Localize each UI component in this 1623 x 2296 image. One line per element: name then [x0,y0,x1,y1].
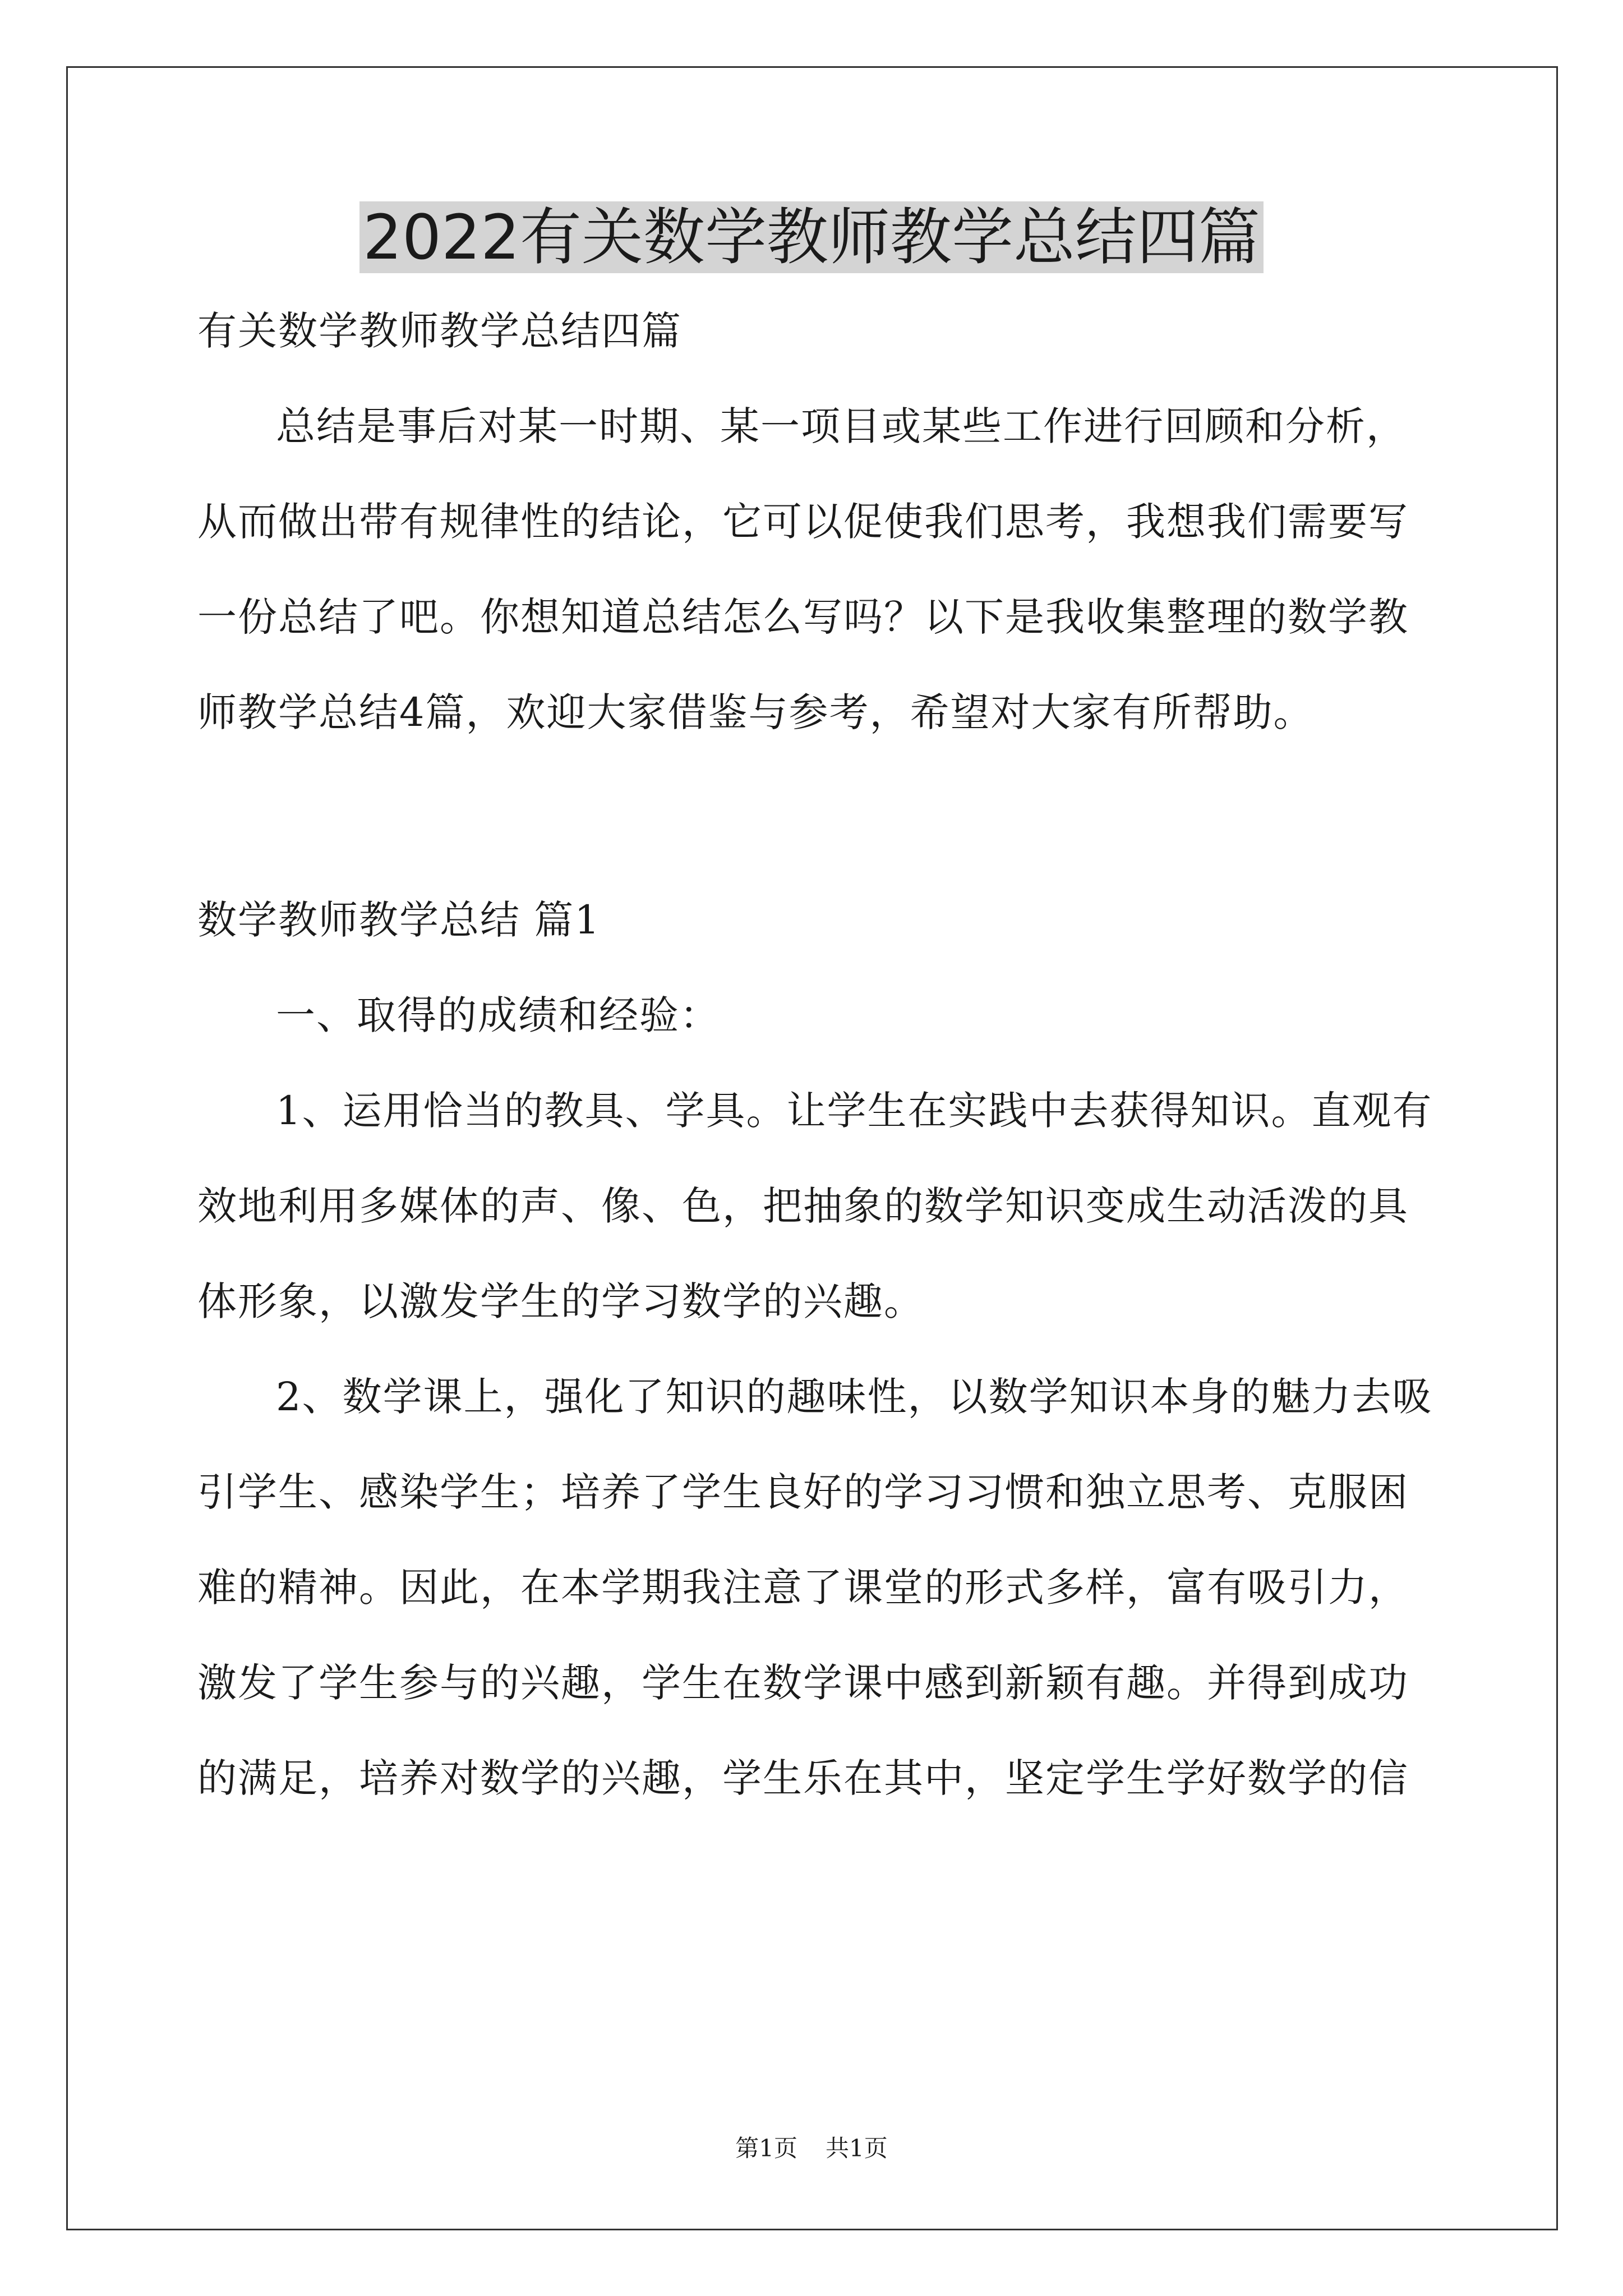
document-title-text: 2022有关数学教师教学总结四篇 [359,201,1264,273]
point2-line: 激发了学生参与的兴趣，学生在数学课中感到新颖有趣。并得到成功 [197,1660,1409,1706]
document-title [0,195,1623,279]
point1-paragraph [197,1083,1431,1329]
point-heading: 一、取得的成绩和经验： [276,992,720,1038]
point2-line: 难的精神。因此，在本学期我注意了课堂的形式多样，富有吸引力， [197,1565,1409,1611]
point2-line: 的满足，培养对数学的兴趣，学生乐在其中，坚定学生学好数学的信 [197,1755,1409,1801]
point1-line: 1、运用恰当的教具、学具。让学生在实践中去获得知识。直观有 [276,1088,1433,1134]
point2-line: 引学生、感染学生；培养了学生良好的学习习惯和独立思考、克服困 [197,1469,1409,1515]
point1-line: 效地利用多媒体的声、像、色，把抽象的数学知识变成生动活泼的具 [197,1183,1409,1229]
intro-line: 师教学总结4篇，欢迎大家借鉴与参考，希望对大家有所帮助。 [197,689,1314,735]
intro-line: 从而做出带有规律性的结论，它可以促使我们思考，我想我们需要写 [197,499,1409,545]
document-body [197,303,1431,1806]
page-footer [0,2132,1623,2165]
point1-line: 体形象，以激发学生的学习数学的兴趣。 [197,1278,924,1324]
document-subtitle: 有关数学教师教学总结四篇 [197,308,682,354]
intro-line: 一份总结了吧。你想知道总结怎么写吗？以下是我收集整理的数学教 [197,594,1409,640]
section-heading: 数学教师教学总结 篇1 [197,897,601,943]
page-number-current: 第1页 [735,2134,797,2162]
page-number-total: 共1页 [826,2134,888,2162]
intro-line: 总结是事后对某一时期、某一项目或某些工作进行回顾和分析， [276,403,1407,449]
point2-paragraph [197,1369,1431,1806]
intro-paragraph [197,398,1431,740]
point2-line: 2、数学课上，强化了知识的趣味性，以数学知识本身的魅力去吸 [276,1374,1433,1420]
